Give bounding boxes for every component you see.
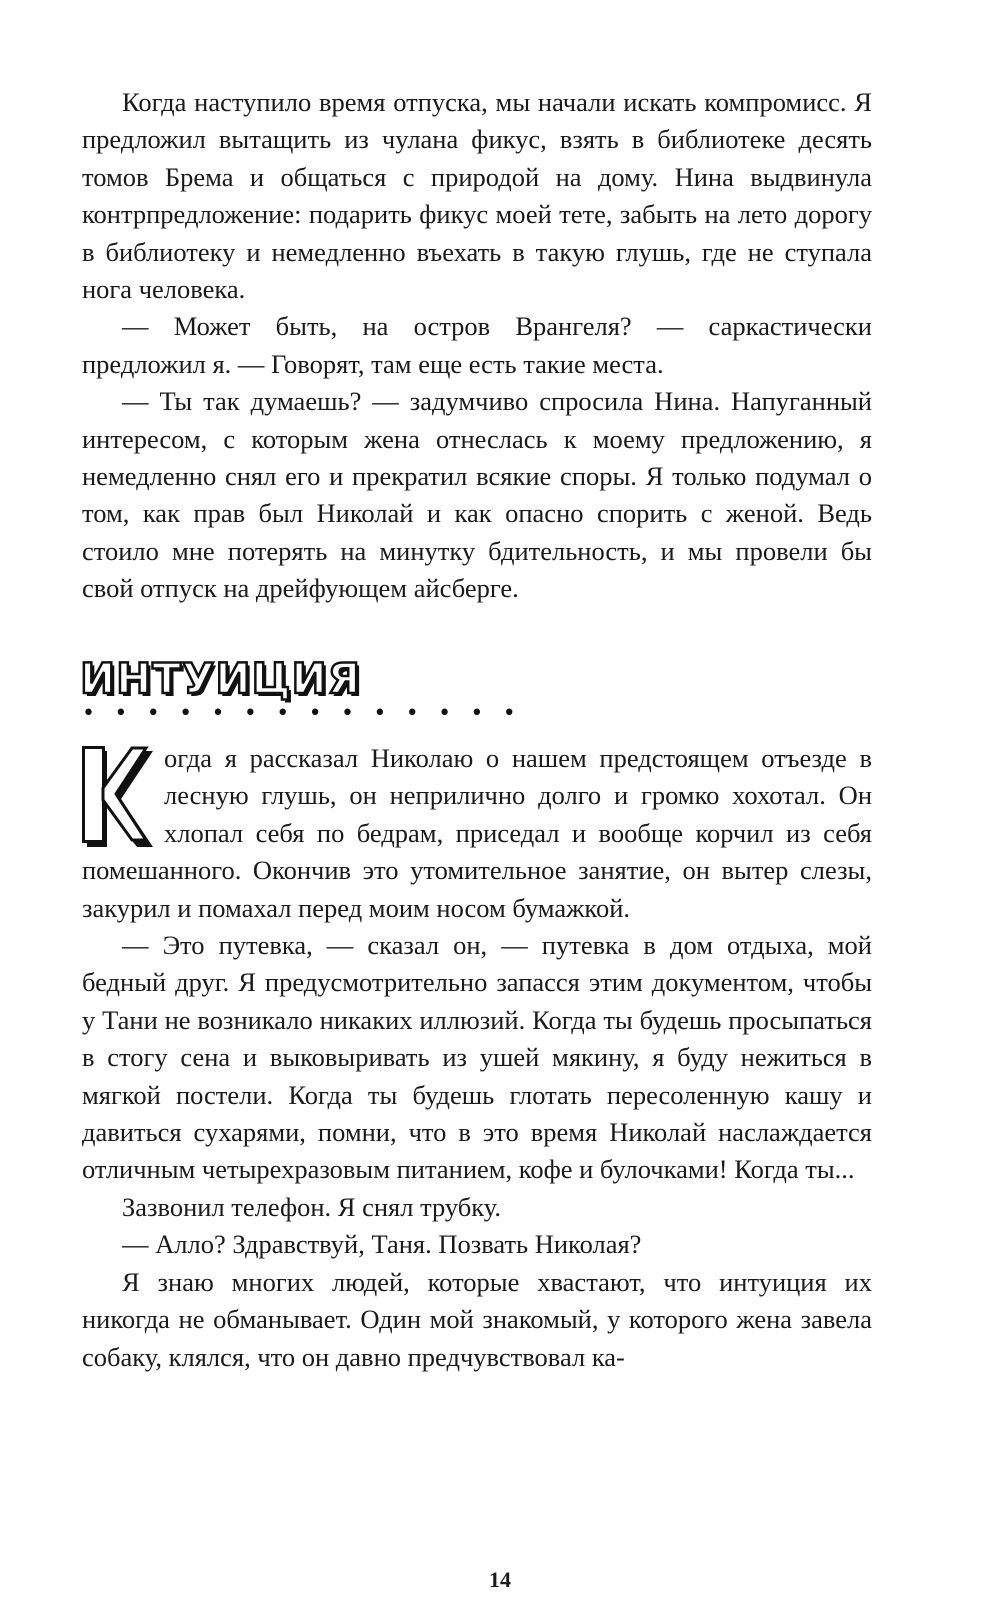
paragraph: Когда наступило время отпуска, мы начали искать компромисс. Я предложил вытащить из чулана фикус, взять в библиотеке десять томов Брема и общаться с природой на дому. Нина выдвинула контрпредложение: подарить фикус моей тете, забыть на лето дорогу в библиотеку и немедленно въехать в такую глушь, где не ступала нога человека. [82, 87, 872, 305]
section-heading: ИНТУИЦИЯ [80, 654, 361, 703]
paragraph: Зазвонил телефон. Я снял трубку. [122, 1191, 501, 1222]
first-paragraph-text: огда я рассказал Николаю о нашем предстоящем отъезде в лесную глушь, он неприлично долго и громко хохотал. Он хлопал себя по бедрам, приседал и вообще корчил из себя помешанного. Окончив это утомительное занятие, он вытер слезы, закурил и помахал перед моим носом бумажкой. [82, 743, 872, 923]
dropcap-k-icon [82, 746, 154, 850]
paragraph: — Алло? Здравствуй, Таня. Позвать Николая? [122, 1229, 642, 1260]
paragraph: — Ты так думаешь? — задумчиво спросила Нина. Напуганный интересом, с которым жена отнеслась к моему предложению, я немедленно снял его и прекратил всякие споры. Я только подумал о том, как прав был Николай и как опасно спорить с женой. Ведь стоило мне потерять на минутку бдительность, и мы провели бы свой отпуск на дрейфующем айсберге. [82, 386, 872, 604]
text-block-top [82, 84, 872, 608]
text-block-bottom [82, 740, 872, 1376]
paragraph: Я знаю многих людей, которые хвастают, что интуиция их никогда не обманывает. Один мой знакомый, у которого жена завела собаку, клялся, что он давно предчувствовал ка- [82, 1266, 872, 1372]
page-number: 14 [489, 1567, 511, 1592]
first-paragraph [82, 740, 872, 927]
paragraph: — Это путевка, — сказал он, — путевка в дом отдыха, мой бедный друг. Я предусмотрительно запасся этим документом, чтобы у Тани не возникало никаких иллюзий. Когда ты будешь просыпаться в стогу сена и выковыривать из ушей мякину, я буду нежиться в мягкой постели. Когда ты будешь глотать пересоленную кашу и давиться сухарями, помни, что в это время Николай наслаждается отличным четырехразовым питанием, кофе и булочками! Когда ты... [82, 930, 872, 1185]
dropcap-letter [82, 746, 154, 850]
paragraph: — Может быть, на остров Врангеля? — саркастически предложил я. — Говорят, там еще есть такие места. [82, 311, 872, 379]
heading-dotted-rule: • • • • • • • • • • • • • • [82, 701, 522, 726]
